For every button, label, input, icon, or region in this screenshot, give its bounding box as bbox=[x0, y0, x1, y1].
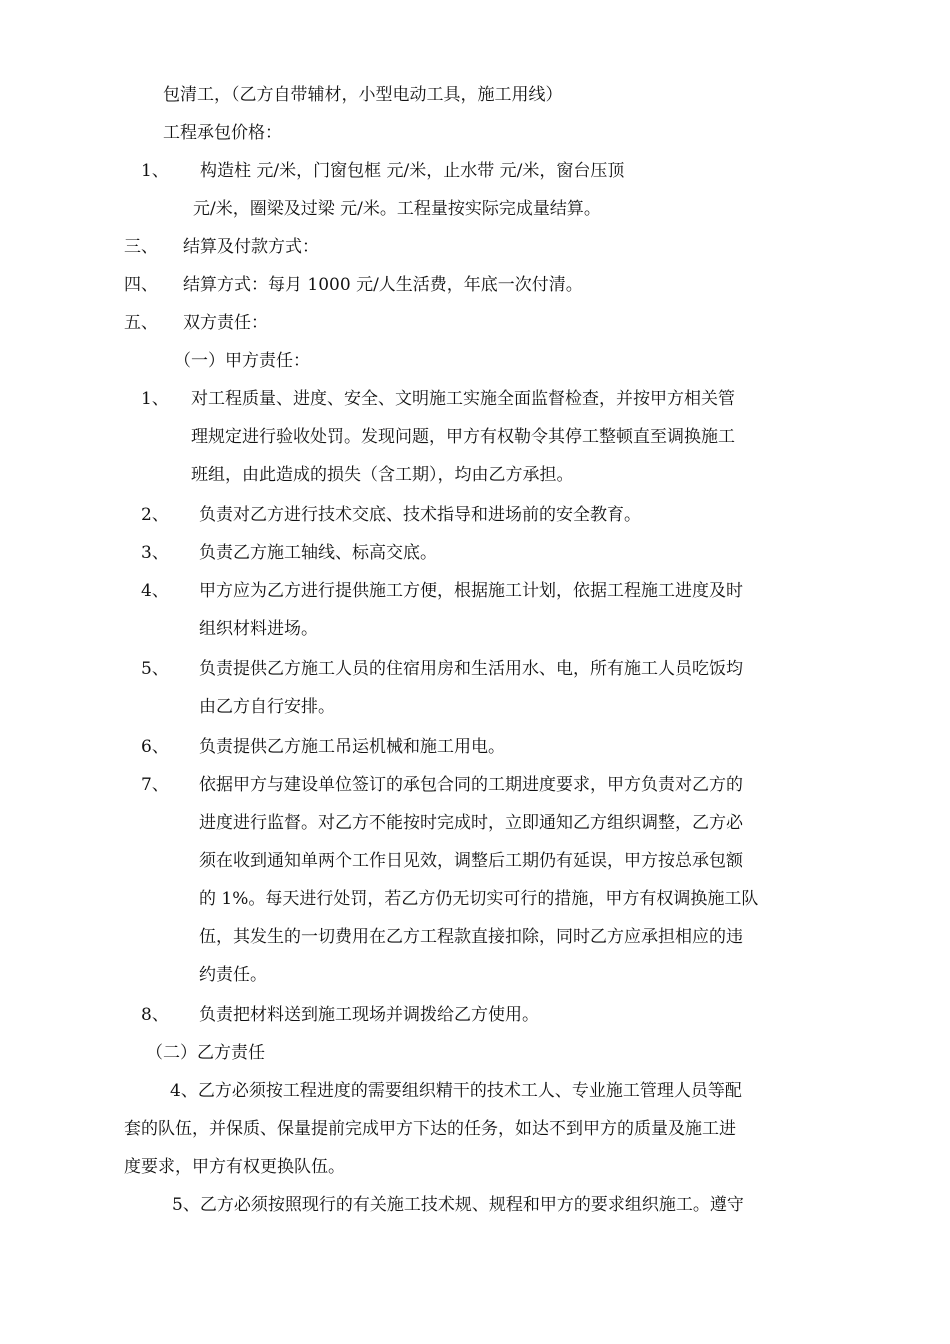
list-marker: 4、 bbox=[141, 581, 169, 601]
text-line: 套的队伍，并保质、保量提前完成甲方下达的任务，如达不到甲方的质量及施工进 bbox=[124, 1119, 736, 1139]
list-marker: 7、 bbox=[141, 775, 169, 795]
text-line: 负责提供乙方施工吊运机械和施工用电。 bbox=[199, 737, 505, 757]
section-heading: 结算及付款方式： bbox=[183, 237, 319, 257]
text-line: 负责乙方施工轴线、标高交底。 bbox=[199, 543, 437, 563]
text-line: 组织材料进场。 bbox=[199, 619, 318, 639]
text-line: 结算方式：每月 1000 元/人生活费，年底一次付清。 bbox=[183, 275, 583, 295]
text-line: 甲方应为乙方进行提供施工方便，根据施工计划，依据工程施工进度及时 bbox=[199, 581, 743, 601]
list-marker: 3、 bbox=[141, 543, 169, 563]
text-line: 班组，由此造成的损失（含工期），均由乙方承担。 bbox=[191, 465, 574, 485]
text-line: 由乙方自行安排。 bbox=[199, 697, 335, 717]
list-marker: 1、 bbox=[141, 161, 169, 181]
subsection-heading: （二）乙方责任 bbox=[146, 1043, 265, 1063]
list-marker: 1、 bbox=[141, 389, 169, 409]
list-marker: 6、 bbox=[141, 737, 169, 757]
list-marker: 8、 bbox=[141, 1005, 169, 1025]
section-marker: 五、 bbox=[124, 313, 158, 333]
text-line: 构造柱 元/米，门窗包框 元/米，止水带 元/米，窗台压顶 bbox=[200, 161, 625, 181]
section-heading: 双方责任： bbox=[183, 313, 268, 333]
text-line: 须在收到通知单两个工作日见效，调整后工期仍有延误，甲方按总承包额 bbox=[199, 851, 743, 871]
subsection-heading: （一）甲方责任： bbox=[174, 351, 310, 371]
text-line: 进度进行监督。对乙方不能按时完成时，立即通知乙方组织调整，乙方必 bbox=[199, 813, 743, 833]
text-line: 理规定进行验收处罚。发现问题，甲方有权勒令其停工整顿直至调换施工 bbox=[191, 427, 735, 447]
list-marker: 2、 bbox=[141, 505, 169, 525]
list-marker: 5、 bbox=[141, 659, 169, 679]
text-line: 4、乙方必须按工程进度的需要组织精干的技术工人、专业施工管理人员等配 bbox=[170, 1081, 742, 1101]
section-marker: 四、 bbox=[124, 275, 158, 295]
text-line: 度要求，甲方有权更换队伍。 bbox=[124, 1157, 345, 1177]
text-line: 负责提供乙方施工人员的住宿用房和生活用水、电，所有施工人员吃饭均 bbox=[199, 659, 743, 679]
text-line: 依据甲方与建设单位签订的承包合同的工期进度要求，甲方负责对乙方的 bbox=[199, 775, 743, 795]
text-line: 包清工，（乙方自带辅材，小型电动工具，施工用线） bbox=[163, 85, 563, 105]
text-line: 对工程质量、进度、安全、文明施工实施全面监督检查，并按甲方相关管 bbox=[191, 389, 735, 409]
text-line: 元/米，圈梁及过梁 元/米。工程量按实际完成量结算。 bbox=[193, 199, 601, 219]
text-line: 伍，其发生的一切费用在乙方工程款直接扣除，同时乙方应承担相应的违 bbox=[199, 927, 743, 947]
text-line: 工程承包价格： bbox=[163, 123, 282, 143]
text-line: 的 1%。每天进行处罚，若乙方仍无切实可行的措施，甲方有权调换施工队 bbox=[199, 889, 759, 909]
section-marker: 三、 bbox=[124, 237, 158, 257]
text-line: 负责对乙方进行技术交底、技术指导和进场前的安全教育。 bbox=[199, 505, 641, 525]
text-line: 负责把材料送到施工现场并调拨给乙方使用。 bbox=[199, 1005, 539, 1025]
text-line: 5、乙方必须按照现行的有关施工技术规、规程和甲方的要求组织施工。遵守 bbox=[172, 1195, 744, 1215]
text-line: 约责任。 bbox=[199, 965, 267, 985]
